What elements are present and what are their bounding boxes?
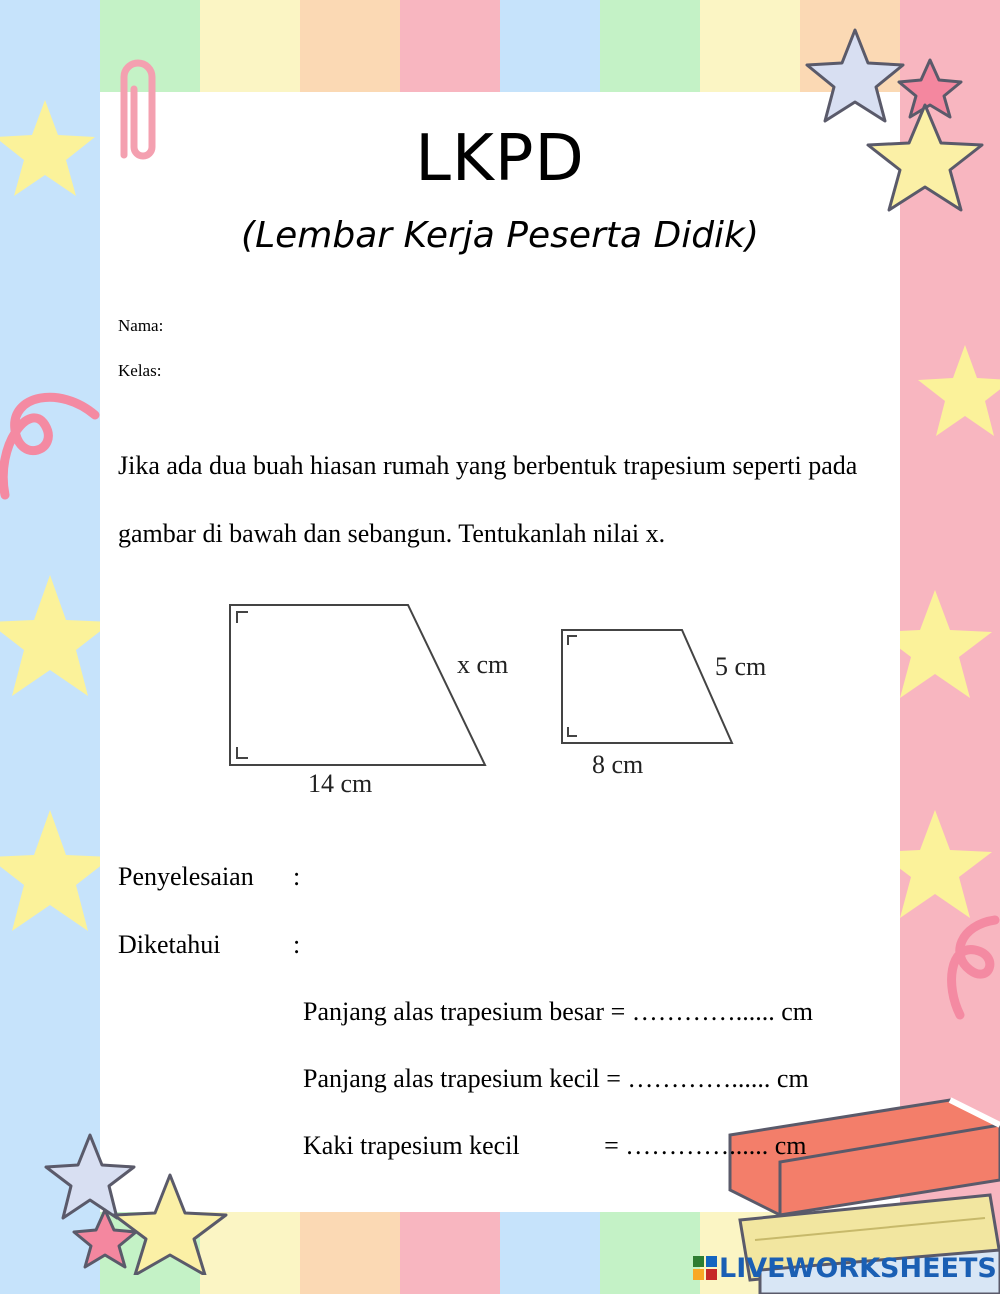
solution-label: Penyelesaian bbox=[118, 862, 254, 891]
small-side-label: 5 cm bbox=[715, 652, 767, 681]
class-field-label: Kelas: bbox=[118, 361, 162, 380]
large-trapezoid bbox=[230, 605, 485, 765]
solution-colon: : bbox=[293, 862, 301, 891]
name-field-label: Nama: bbox=[118, 316, 164, 335]
large-side-label: x cm bbox=[457, 650, 509, 679]
liveworksheets-icon bbox=[693, 1256, 717, 1280]
answer-row-small-leg[interactable]: Kaki trapesium kecil = …………...... cm bbox=[303, 1131, 807, 1160]
known-colon: : bbox=[293, 930, 301, 959]
squiggle-left-decoration bbox=[0, 385, 100, 525]
small-base-label: 8 cm bbox=[592, 750, 644, 779]
small-trapezoid bbox=[562, 630, 732, 743]
large-base-label: 14 cm bbox=[308, 769, 373, 798]
page-title: LKPD bbox=[415, 122, 585, 196]
trapezoid-figure bbox=[220, 595, 820, 805]
answer-row-large-base[interactable]: Panjang alas trapesium besar = …………...... cm bbox=[303, 997, 813, 1026]
known-label: Diketahui bbox=[118, 930, 221, 959]
question-text: Jika ada dua buah hiasan rumah yang berbentuk trapesium seperti pada gambar di bawah dan sebangun. Tentukanlah nilai x. bbox=[118, 451, 858, 548]
answer-row-small-base[interactable]: Panjang alas trapesium kecil = …………...... cm bbox=[303, 1064, 809, 1093]
squiggle-right-decoration bbox=[930, 915, 1000, 1025]
liveworksheets-logo bbox=[693, 1253, 997, 1284]
page-subtitle: (Lembar Kerja Peserta Didik) bbox=[241, 215, 759, 256]
stars-bottom-left-decoration bbox=[40, 1125, 230, 1275]
brand-text: LIVEWORKSHEETS bbox=[719, 1253, 997, 1284]
